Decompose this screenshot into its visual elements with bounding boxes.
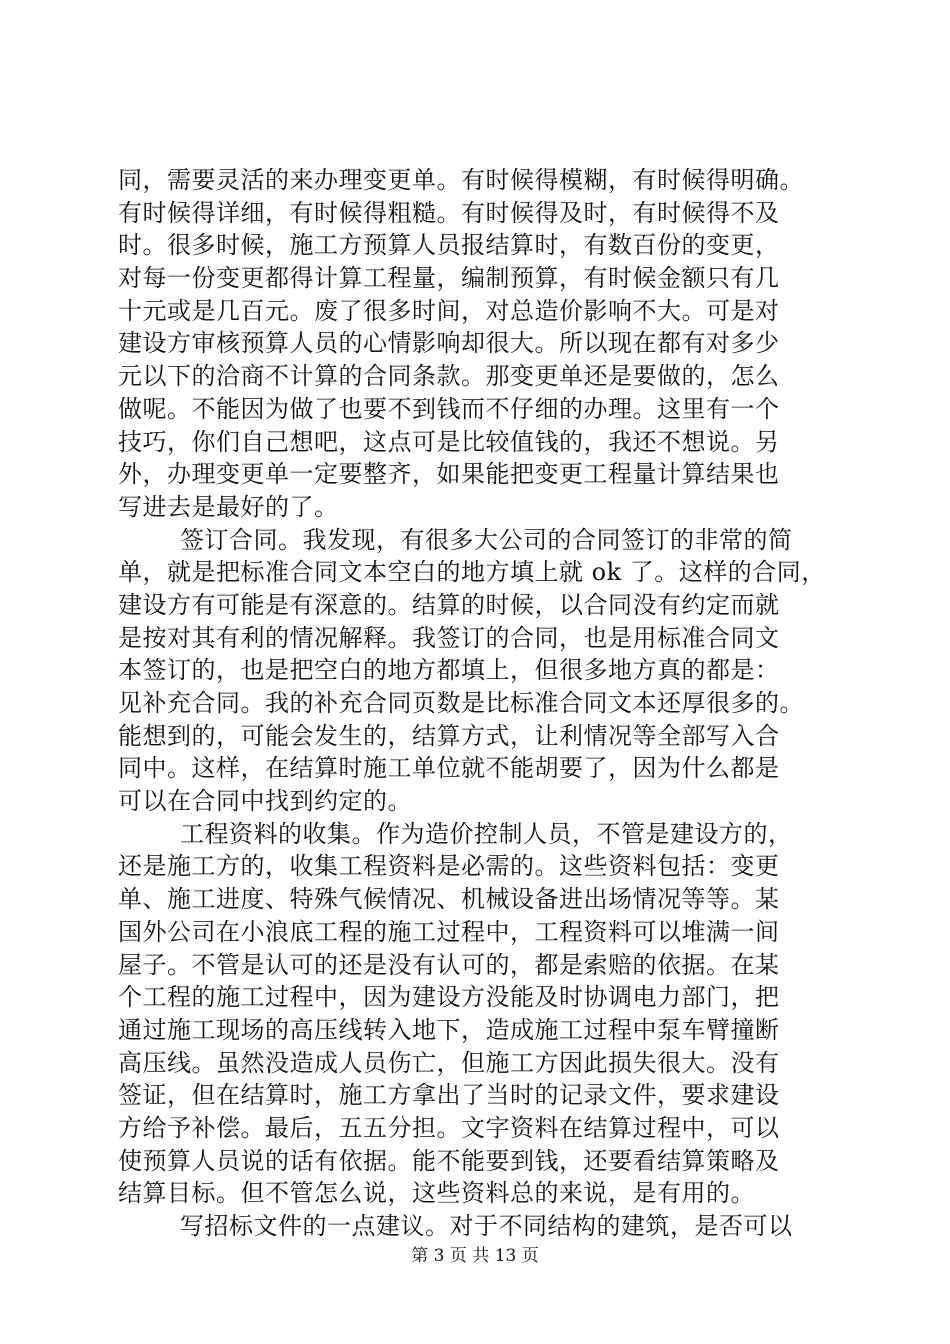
text-line: 做呢。不能因为做了也要不到钱而不仔细的办理。这里有一个 xyxy=(118,394,780,423)
text-line: 同中。这样，在结算时施工单位就不能胡要了，因为什么都是 xyxy=(118,754,780,783)
paragraph-start-line: 签订合同。我发现，有很多大公司的合同签订的非常的简 xyxy=(180,525,793,554)
text-line: 国外公司在小浪底工程的施工过程中，工程资料可以堆满一间 xyxy=(118,917,780,946)
text-line: 使预算人员说的话有依据。能不能要到钱，还要看结算策略及 xyxy=(118,1146,780,1175)
text-line: 可以在合同中找到约定的。 xyxy=(118,787,412,816)
page-number-footer: 第 3 页 共 13 页 xyxy=(411,1246,539,1266)
paragraph-start-line: 写招标文件的一点建议。对于不同结构的建筑，是否可以 xyxy=(180,1212,793,1240)
text-line: 签证，但在结算时，施工方拿出了当时的记录文件，要求建设 xyxy=(118,1081,780,1110)
text-line: 元以下的洽商不计算的合同条款。那变更单还是要做的，怎么 xyxy=(118,362,780,391)
text-line: 写进去是最好的了。 xyxy=(118,492,339,521)
text-line: 本签订的，也是把空白的地方都填上，但很多地方真的都是： xyxy=(118,656,780,685)
text-line: 有时候得详细，有时候得粗糙。有时候得及时，有时候得不及 xyxy=(118,198,780,227)
text-line: 技巧，你们自己想吧，这点可是比较值钱的，我还不想说。另 xyxy=(118,427,780,456)
text-line: 十元或是几百元。废了很多时间，对总造价影响不大。可是对 xyxy=(118,296,780,325)
text-line: 外，办理变更单一定要整齐，如果能把变更工程量计算结果也 xyxy=(118,460,780,489)
paragraph-start-line: 工程资料的收集。作为造价控制人员，不管是建设方的， xyxy=(180,819,793,848)
text-line: 单，就是把标准合同文本空白的地方填上就 ok 了。这样的合同， xyxy=(118,558,826,587)
text-line: 建设方审核预算人员的心情影响却很大。所以现在都有对多少 xyxy=(118,329,780,358)
text-line: 见补充合同。我的补充合同页数是比标准合同文本还厚很多的。 xyxy=(118,689,804,717)
text-line: 还是施工方的，收集工程资料是必需的。这些资料包括：变更 xyxy=(118,852,780,881)
text-line: 单、施工进度、特殊气候情况、机械设备进出场情况等等。某 xyxy=(118,885,780,914)
text-line: 建设方有可能是有深意的。结算的时候，以合同没有约定而就 xyxy=(118,590,780,619)
text-line: 同，需要灵活的来办理变更单。有时候得模糊，有时候得明确。 xyxy=(118,166,804,194)
text-line: 高压线。虽然没造成人员伤亡，但施工方因此损失很大。没有 xyxy=(118,1048,780,1077)
text-line: 能想到的，可能会发生的，结算方式，让利情况等全部写入合 xyxy=(118,721,780,750)
text-line: 通过施工现场的高压线转入地下，造成施工过程中泵车臂撞断 xyxy=(118,1015,780,1044)
text-line: 个工程的施工过程中，因为建设方没能及时协调电力部门，把 xyxy=(118,983,780,1012)
text-line: 方给予补偿。最后，五五分担。文字资料在结算过程中，可以 xyxy=(118,1113,780,1142)
text-line: 对每一份变更都得计算工程量，编制预算，有时候金额只有几 xyxy=(118,264,780,293)
text-line: 是按对其有利的情况解释。我签订的合同，也是用标准合同文 xyxy=(118,623,780,652)
body-text xyxy=(118,164,838,1243)
text-line: 屋子。不管是认可的还是没有认可的，都是索赔的依据。在某 xyxy=(118,950,780,979)
text-line: 时。很多时候，施工方预算人员报结算时，有数百份的变更， xyxy=(118,231,780,260)
text-line: 结算目标。但不管怎么说，这些资料总的来说，是有用的。 xyxy=(118,1179,755,1208)
